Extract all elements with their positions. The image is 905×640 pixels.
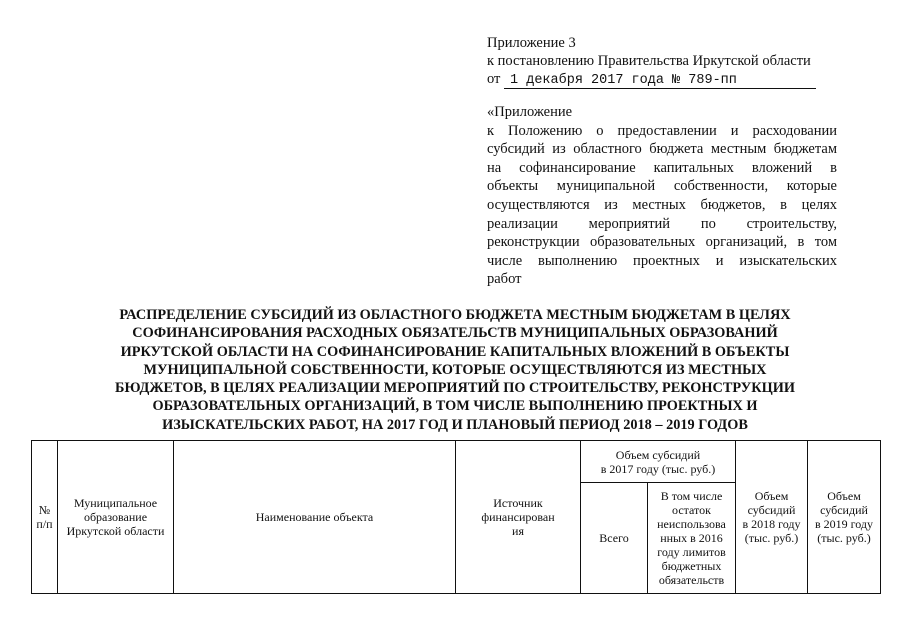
appendix-title: Приложение 3 — [487, 35, 576, 51]
appendix-date-value: 1 декабря 2017 года № 789-пп — [504, 73, 816, 89]
appendix-date-prefix: от — [487, 71, 501, 87]
appendix-resolution: к постановлению Правительства Иркутской области — [487, 53, 811, 69]
header-2018: Объем субсидий в 2018 году (тыс. руб.) — [736, 441, 808, 594]
document-title — [40, 306, 870, 434]
regulation-line: «Приложение — [487, 104, 573, 120]
title-line: РАСПРЕДЕЛЕНИЕ СУБСИДИЙ ИЗ ОБЛАСТНОГО БЮДЖЕТА МЕСТНЫМ БЮДЖЕТАМ В ЦЕЛЯХ — [119, 307, 791, 323]
title-line: ИЗЫСКАТЕЛЬСКИХ РАБОТ, НА 2017 ГОД И ПЛАНОВЫЙ ПЕРИОД 2018 – 2019 ГОДОВ — [162, 416, 748, 433]
header-funding-source: Источник финансирован ия — [456, 441, 581, 594]
regulation-line: реализации мероприятий по строительству, — [487, 215, 837, 232]
title-line: ОБРАЗОВАТЕЛЬНЫХ ОРГАНИЗАЦИЙ, В ТОМ ЧИСЛЕ ВЫПОЛНЕНИЮ ПРОЕКТНЫХ И — [152, 398, 758, 415]
header-2017-remainder: В том числе остаток неиспользова нных в 2016 году лимитов бюджетных обязательств — [648, 483, 736, 594]
regulation-line: реконструкции образовательных организаций, в том — [487, 234, 837, 251]
regulation-line: объекты муниципальной собственности, которые — [487, 178, 837, 195]
regulation-line: субсидий из областного бюджета местным бюджетам — [487, 141, 837, 158]
regulation-reference — [487, 103, 837, 289]
header-number: № п/п — [32, 441, 58, 594]
appendix-block — [487, 34, 827, 89]
header-2017-total: Всего — [581, 483, 648, 594]
title-line: СОФИНАНСИРОВАНИЯ РАСХОДНЫХ ОБЯЗАТЕЛЬСТВ МУНИЦИПАЛЬНЫХ ОБРАЗОВАНИЙ — [132, 325, 778, 342]
regulation-line: работ — [487, 271, 522, 288]
title-line: БЮДЖЕТОВ, В ЦЕЛЯХ РЕАЛИЗАЦИИ МЕРОПРИЯТИЙ ПО СТРОИТЕЛЬСТВУ, РЕКОНСТРУКЦИИ — [115, 380, 795, 397]
appendix-date-line — [487, 70, 827, 89]
regulation-line: на софинансирование капитальных вложений в — [487, 159, 837, 176]
subsidy-table-header — [31, 440, 881, 594]
regulation-line: осуществляются из местных бюджетов, в целях — [487, 196, 837, 213]
regulation-line: числе выполнению проектных и изыскательских — [487, 252, 837, 269]
regulation-line: к Положению о предоставлении и расходовании — [487, 122, 837, 139]
header-municipality: Муниципальное образование Иркутской области — [58, 441, 174, 594]
title-line: ИРКУТСКОЙ ОБЛАСТИ НА СОФИНАНСИРОВАНИЕ КАПИТАЛЬНЫХ ВЛОЖЕНИЙ В ОБЪЕКТЫ — [120, 343, 790, 360]
header-2019: Объем субсидий в 2019 году (тыс. руб.) — [808, 441, 881, 594]
header-object-name: Наименование объекта — [174, 441, 456, 594]
header-2017-group: Объем субсидий в 2017 году (тыс. руб.) — [581, 441, 736, 483]
title-line: МУНИЦИПАЛЬНОЙ СОБСТВЕННОСТИ, КОТОРЫЕ ОСУЩЕСТВЛЯЮТСЯ ИЗ МЕСТНЫХ — [143, 361, 767, 378]
